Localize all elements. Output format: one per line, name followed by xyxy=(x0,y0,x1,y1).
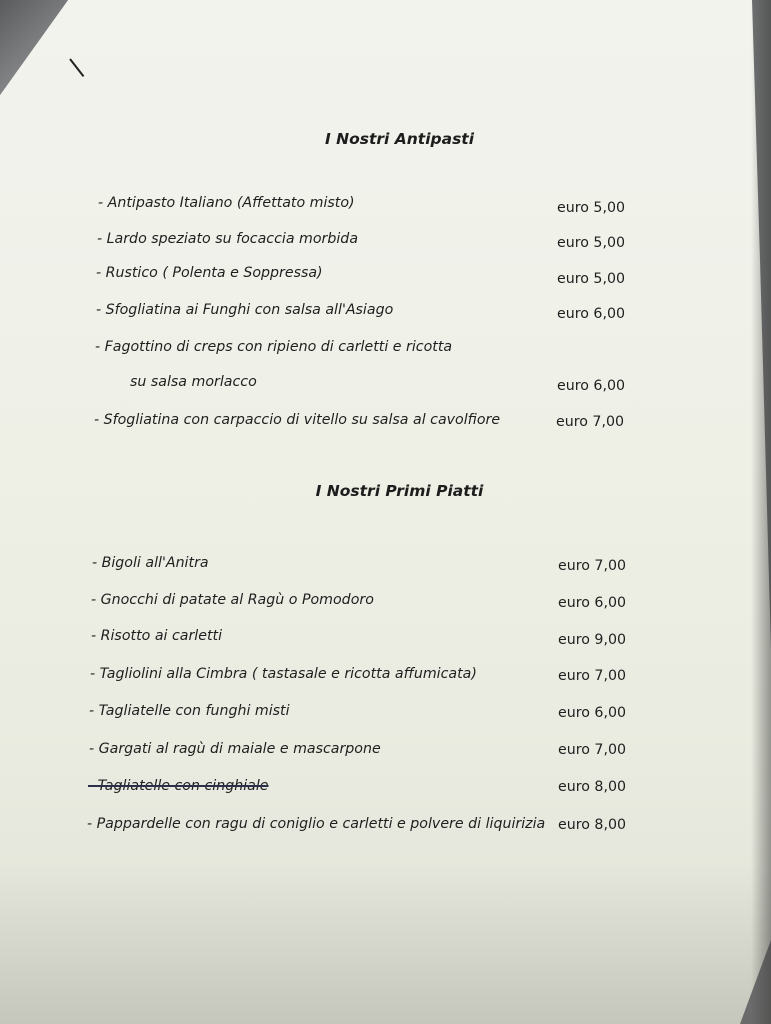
menu-item-crossed-out: - Tagliatelle con cinghiale xyxy=(88,778,269,794)
menu-item-price: euro 8,00 xyxy=(558,779,627,795)
menu-item-continuation: su salsa morlacco xyxy=(130,374,257,390)
menu-item-price: euro 7,00 xyxy=(558,668,627,684)
page-bottom-shade xyxy=(0,864,771,1024)
menu-item-price: euro 7,00 xyxy=(558,558,627,574)
menu-item: - Gnocchi di patate al Ragù o Pomodoro xyxy=(91,592,374,608)
menu-item-price: euro 5,00 xyxy=(557,271,626,287)
menu-item-price: euro 9,00 xyxy=(558,632,627,648)
section-title-antipasti: I Nostri Antipasti xyxy=(324,130,475,148)
section-title-primi: I Nostri Primi Piatti xyxy=(315,482,484,500)
menu-item: - Gargati al ragù di maiale e mascarpone xyxy=(89,741,381,757)
menu-item-price: euro 6,00 xyxy=(558,595,627,611)
menu-item: - Sfogliatina con carpaccio di vitello su salsa al cavolfiore xyxy=(94,412,501,428)
menu-item-price: euro 6,00 xyxy=(557,378,626,394)
menu-item: - Antipasto Italiano (Affettato misto) xyxy=(98,195,355,211)
menu-item-price: euro 5,00 xyxy=(557,200,626,216)
menu-item: - Lardo speziato su focaccia morbida xyxy=(97,231,359,247)
menu-item-price: euro 7,00 xyxy=(558,742,627,758)
menu-item-price: euro 8,00 xyxy=(558,817,627,833)
menu-item-price: euro 6,00 xyxy=(558,705,627,721)
menu-item: - Bigoli all'Anitra xyxy=(92,555,209,571)
menu-item: - Rustico ( Polenta e Soppressa) xyxy=(96,265,323,281)
menu-item: - Tagliolini alla Cimbra ( tastasale e ricotta affumicata) xyxy=(90,666,477,682)
menu-item-price: euro 7,00 xyxy=(556,414,625,430)
menu-item: - Sfogliatina ai Funghi con salsa all'Asiago xyxy=(96,302,394,318)
menu-item: - Pappardelle con ragu di coniglio e carletti e polvere di liquirizia xyxy=(87,816,546,832)
menu-item: - Risotto ai carletti xyxy=(91,628,223,644)
menu-item-price: euro 5,00 xyxy=(557,235,626,251)
menu-item: - Tagliatelle con funghi misti xyxy=(89,703,290,719)
menu-item-price: euro 6,00 xyxy=(557,306,626,322)
menu-item: - Fagottino di creps con ripieno di carletti e ricotta xyxy=(95,339,453,355)
